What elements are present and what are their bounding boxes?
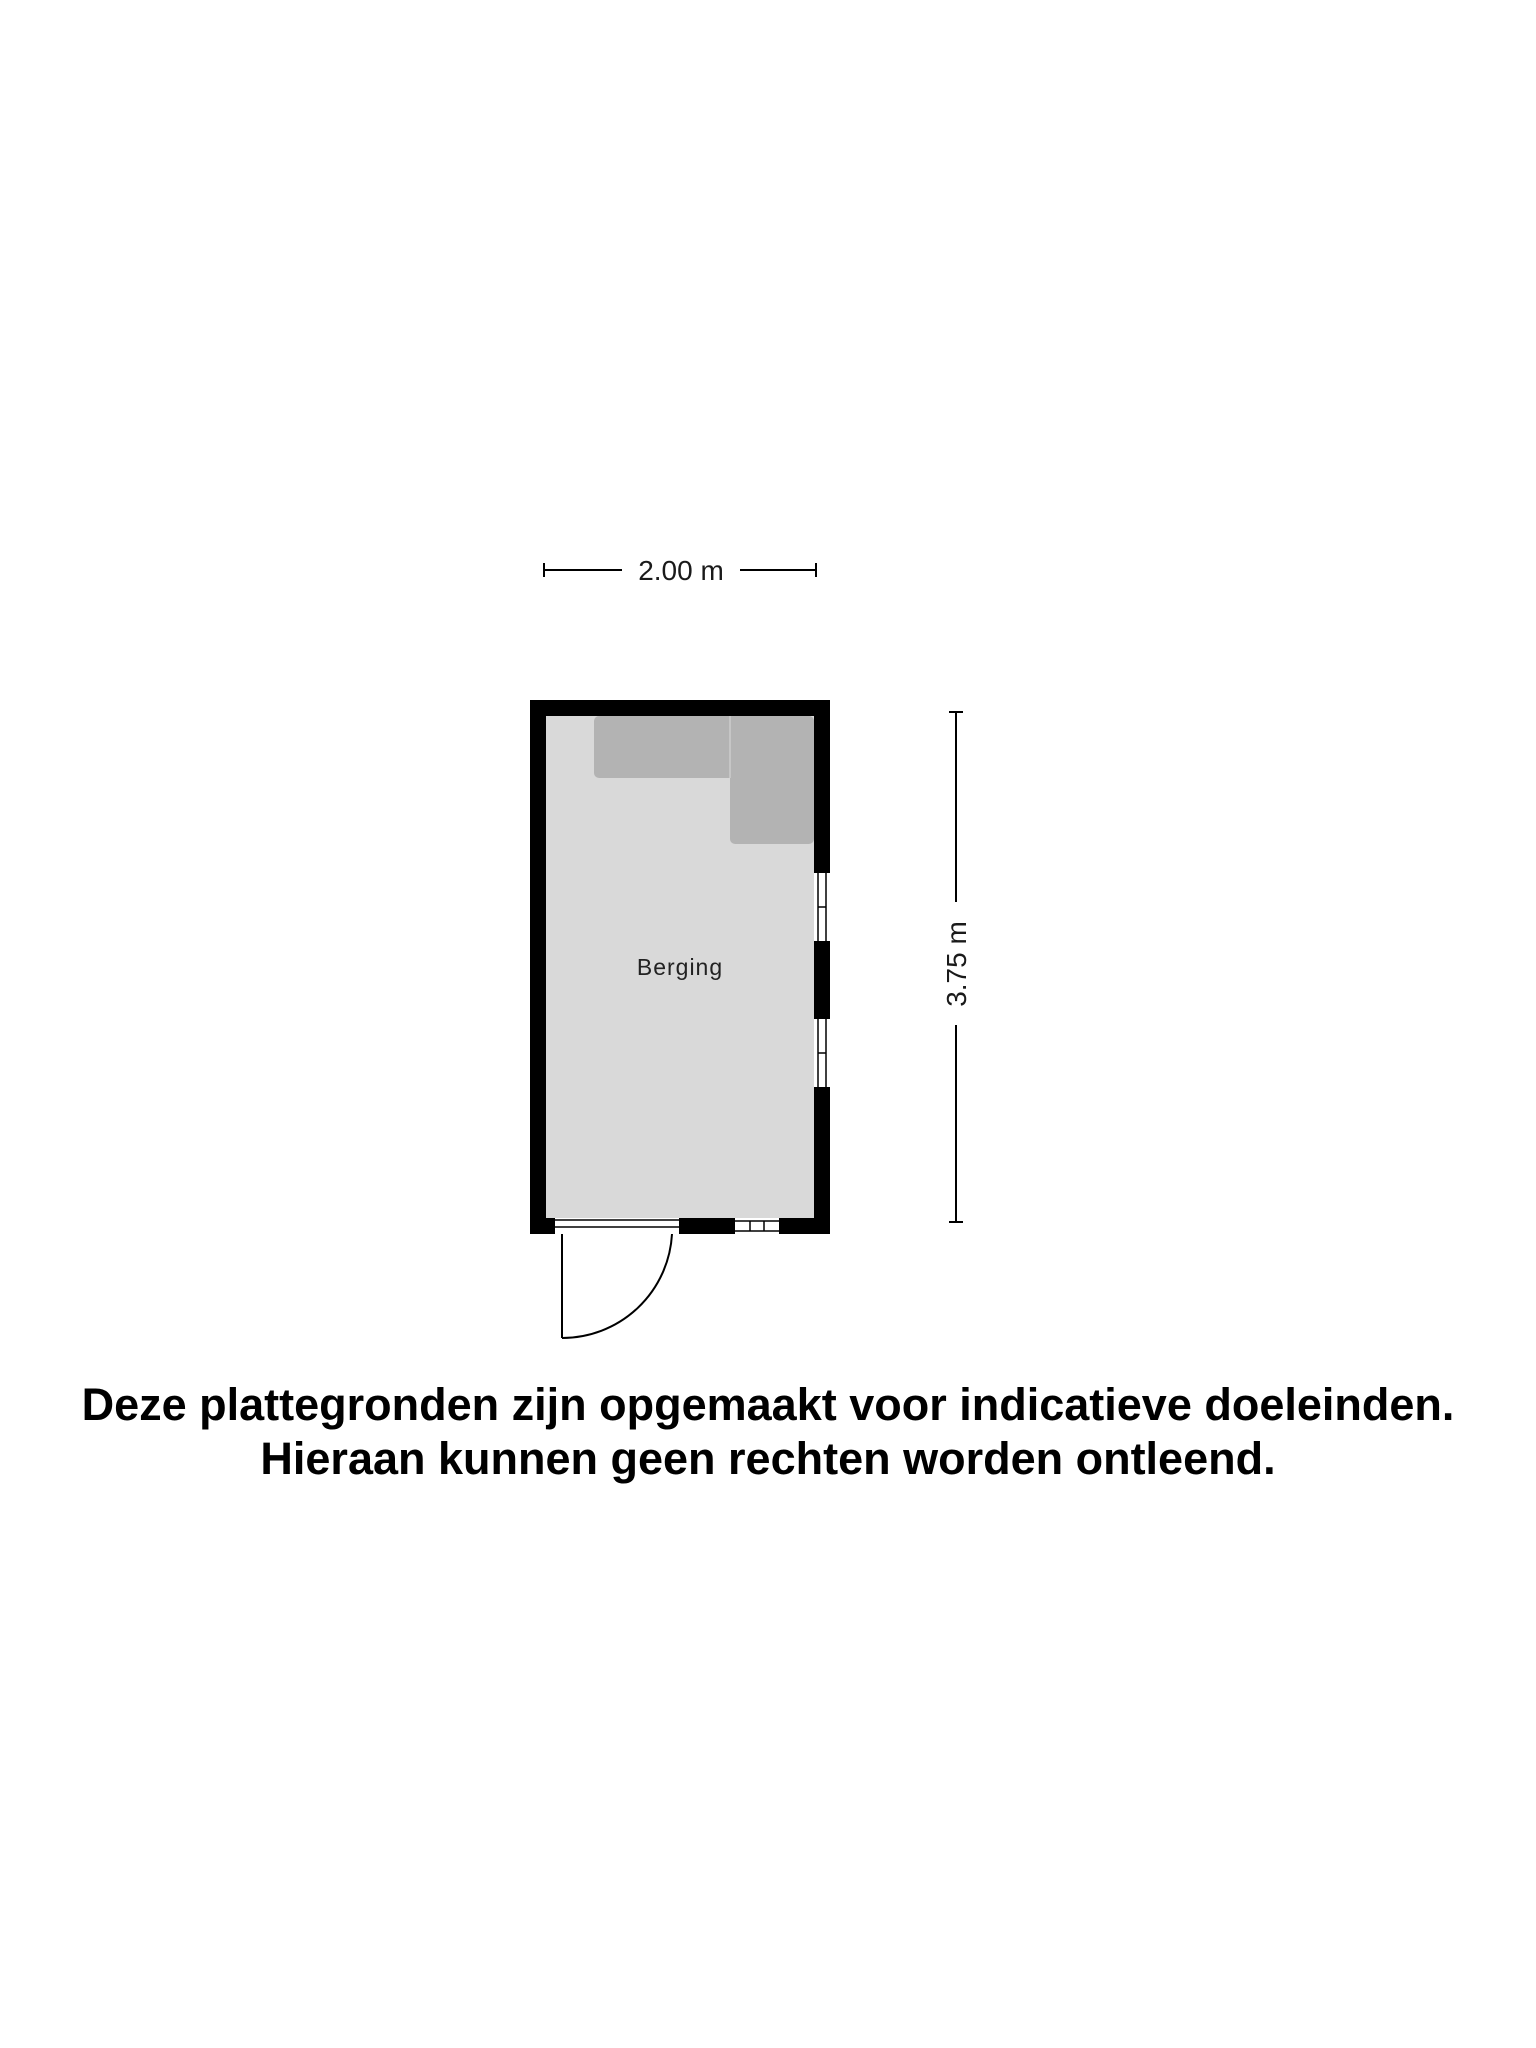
room-label: Berging — [636, 954, 724, 980]
right-wall-window-lower — [814, 1018, 830, 1088]
disclaimer-text — [0, 1378, 1536, 1486]
height-dimension — [941, 712, 972, 1222]
disclaimer-line-2: Hieraan kunnen geen rechten worden ontleend. — [260, 1433, 1276, 1484]
height-dimension-label: 3.75 m — [941, 921, 972, 1007]
width-dimension-label: 2.00 m — [638, 555, 724, 586]
bottom-wall-window — [734, 1218, 780, 1234]
shelf-right — [730, 716, 814, 844]
width-dimension — [544, 555, 816, 586]
right-wall-window-upper — [814, 872, 830, 942]
door-swing-arc — [562, 1234, 672, 1338]
disclaimer-line-1: Deze plattegronden zijn opgemaakt voor indicatieve doeleinden. — [81, 1379, 1455, 1430]
door — [554, 1218, 680, 1338]
